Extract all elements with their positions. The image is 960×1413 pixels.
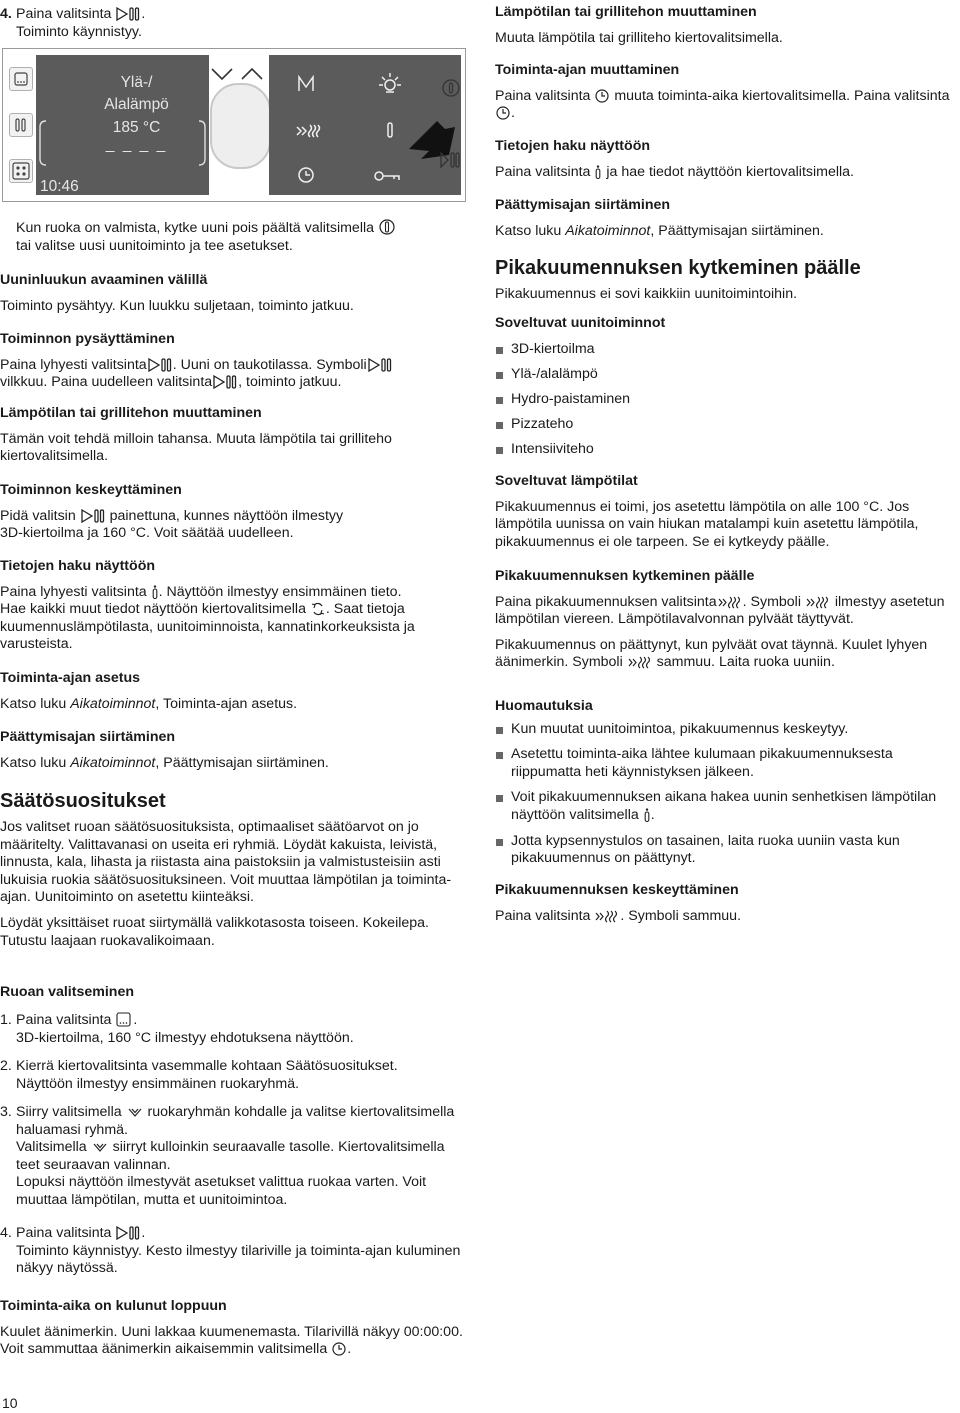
text: ilmestyy asetetun lämpötilan viereen. Lämpötilavalvonnan pylväät täyttyvät. xyxy=(495,593,945,628)
text: 3D-kiertoilma, 160 °C ilmestyy ehdotuksena näyttöön. xyxy=(16,1029,354,1046)
text: siirryt kulloinkin seuraavalle tasolle. Kiertovalitsimella teet seuraavan valinnan. xyxy=(16,1139,445,1173)
text: . Symboli xyxy=(742,593,801,610)
section-notes xyxy=(495,698,957,868)
text: Siirry valitsimella xyxy=(16,1104,122,1120)
text: Paina valitsinta xyxy=(16,1012,112,1028)
text: . Uuni on taukotilassa. Symboli xyxy=(172,356,367,373)
section-temps xyxy=(495,473,957,551)
text: Pikakuumennus on päättynyt, kun pylväät ovat täynnä. Kuulet lyhyen äänimerkin. Symboli xyxy=(495,636,928,671)
info-icon xyxy=(595,165,601,179)
list-item: Jotta kypsennystulos on tasainen, laita ruoka uuniin vasta kun pikakuumennus on päättynyt. xyxy=(495,833,957,868)
chapter-ref: Aikatoiminnot xyxy=(70,754,156,771)
section-endtime xyxy=(495,197,957,240)
paragraph: Jos valitset ruoan säätösuosituksista, optimaaliset säätöarvot on jo määritelty. Valittavanasi on useita eri ryhmiä. Löydät kakuista, leivistä, linnusta, kala, lihasta ja riistasta aina paistoksiin ja valmistusteisiin asti lukuisia ruokia säätösuosituksineen. Voit muuttaa lämpötilan ja toiminta-ajan. Uunitoiminto on asetettu kiinteäksi. xyxy=(0,819,452,906)
display-temp-bars: _ _ _ _ xyxy=(105,136,168,153)
section-fast-preheat xyxy=(495,256,957,304)
section-door xyxy=(0,272,465,315)
text: tai valitse uusi uunitoiminto ja tee asetukset. xyxy=(16,237,293,254)
oven-control-panel xyxy=(2,48,466,202)
rotate-icon xyxy=(311,602,325,616)
section-done xyxy=(0,1298,465,1359)
info-icon xyxy=(152,585,158,599)
rotary-selector[interactable] xyxy=(210,83,271,169)
timer-icon xyxy=(332,1342,346,1356)
text: Katso luku xyxy=(495,222,566,239)
text: Paina pikakuumennuksen valitsinta xyxy=(495,593,717,610)
text: , Päättymisajan siirtäminen. xyxy=(155,754,329,771)
section-cancel xyxy=(0,482,465,543)
step-3 xyxy=(0,1104,465,1210)
section-text: Toiminto pysähtyy. Kun luukku suljetaan, toiminto jatkuu. xyxy=(0,297,354,314)
text: ruokaryhmän kohdalle ja valitse kiertovalitsimella haluamasi ryhmä. xyxy=(16,1104,455,1138)
text: Näyttöön ilmestyy ensimmäinen ruokaryhmä. xyxy=(16,1075,300,1092)
fast-preheat-icon xyxy=(297,125,320,137)
function-buttons-area xyxy=(269,55,461,195)
section-info xyxy=(0,558,465,654)
info-icon xyxy=(388,123,392,137)
fork-knife-icon xyxy=(10,114,32,136)
section-endtime xyxy=(0,729,465,772)
text: . Saat tietoja kuumennuslämpötilasta, uunitoiminnoista, kannatinkorkeuksista ja varusteista. xyxy=(0,601,415,653)
menu-icon xyxy=(116,1012,132,1027)
section-title: Soveltuvat lämpötilat xyxy=(495,473,638,489)
text: . xyxy=(511,105,515,122)
after-panel-text xyxy=(0,219,465,255)
text: Katso luku xyxy=(0,695,71,712)
step-4 xyxy=(0,1225,465,1278)
step-number: 4. xyxy=(0,1225,12,1241)
intro-step-4 xyxy=(0,6,465,41)
lamp-icon xyxy=(385,80,395,90)
section-title: Huomautuksia xyxy=(495,698,593,714)
page-number: 10 xyxy=(2,1395,18,1411)
section-duration-change xyxy=(495,62,957,123)
text: Paina valitsinta xyxy=(16,1225,112,1241)
text: , Päättymisajan siirtäminen. xyxy=(650,222,824,239)
section-title: Pikakuumennuksen kytkeminen päälle xyxy=(495,568,755,584)
text: Voit pikakuumennuksen aikana hakea uunin senhetkisen lämpötilan näyttöön valitsimella xyxy=(511,789,937,823)
text: Pidä valitsin xyxy=(0,507,76,524)
start-stop-icon xyxy=(213,375,237,389)
section-text: Pikakuumennus ei toimi, jos asetettu lämpötila on alle 100 °C. Jos lämpötila uunissa on vain hiukan matalampi kuin asetettu lämpötila, pikakuumennus ei ole tarpeen. Se ei kytkeydy päälle. xyxy=(495,498,919,550)
list-item: 3D-kiertoilma xyxy=(495,341,957,359)
key-icon xyxy=(375,172,383,180)
step-text: Paina valitsinta xyxy=(16,6,112,22)
section-temp-change xyxy=(495,4,957,47)
menu-button[interactable] xyxy=(9,67,33,91)
chapter-ref: Aikatoiminnot xyxy=(70,695,156,712)
list-item: Kun muutat uunitoimintoa, pikakuumennus keskeytyy. xyxy=(495,721,957,739)
section-fast-on xyxy=(495,568,957,672)
text: Valitsimella xyxy=(16,1139,87,1156)
chevron-down-icon xyxy=(92,1142,108,1154)
section-temp-change xyxy=(0,405,465,466)
text: Kuulet äänimerkin. Uuni lakkaa kuumenemasta. Tilarivillä näkyy 00:00:00. Voit sammuttaa äänimerkin aikaisemmin valitsimella xyxy=(0,1323,463,1358)
display-temperature: 185 °C xyxy=(112,119,161,136)
section-title: Lämpötilan tai grillitehon muuttaminen xyxy=(0,405,262,421)
text: Lopuksi näyttöön ilmestyvät asetukset valittua ruokaa varten. Voit muuttaa lämpötilan, mutta et uunitoimintoa. xyxy=(16,1174,427,1208)
recipe-grid-icon xyxy=(10,160,32,182)
text: Katso luku xyxy=(0,754,71,771)
list-item: Intensiiviteho xyxy=(495,441,957,459)
fast-preheat-icon xyxy=(628,656,652,669)
display-function-line1: Ylä-/ xyxy=(120,74,153,91)
text: vilkkuu. Paina uudelleen valitsinta xyxy=(0,374,213,391)
section-title: Pikakuumennuksen keskeyttäminen xyxy=(495,882,739,898)
text: 3D-kiertoilma ja 160 °C. Voit säätää uudelleen. xyxy=(0,525,294,542)
section-info xyxy=(495,138,957,181)
text: , Toiminta-ajan asetus. xyxy=(155,695,298,712)
text: Kun ruoka on valmista, kytke uuni pois päältä valitsimella xyxy=(16,220,375,236)
start-stop-button[interactable] xyxy=(440,151,462,169)
step-number: 4. xyxy=(0,6,12,22)
text: , toiminto jatkuu. xyxy=(238,374,342,391)
section-title: Lämpötilan tai grillitehon muuttaminen xyxy=(495,4,757,20)
text: ja hae tiedot näyttöön kiertovalitsimella. xyxy=(606,163,854,180)
section-title: Toiminnon pysäyttäminen xyxy=(0,331,175,347)
step-result: Toiminto käynnistyy. xyxy=(16,23,142,40)
text: . Näyttöön ilmestyy ensimmäinen tieto. xyxy=(158,583,402,600)
text: . xyxy=(347,1341,352,1358)
section-title: Soveltuvat uunitoiminnot xyxy=(495,315,666,331)
fast-preheat-icon xyxy=(718,596,742,609)
section-title: Tietojen haku näyttöön xyxy=(0,558,156,574)
section-title: Tietojen haku näyttöön xyxy=(495,138,651,154)
section-text: Pikakuumennus ei sovi kaikkiin uunitoimintoihin. xyxy=(495,286,798,302)
text: Paina valitsinta xyxy=(495,907,591,924)
section-recommendations xyxy=(0,789,465,950)
text: . Symboli sammuu. xyxy=(620,907,742,924)
start-stop-icon xyxy=(116,1226,140,1240)
section-title: Pikakuumennuksen kytkeminen päälle xyxy=(495,257,861,279)
section-title: Päättymisajan siirtäminen xyxy=(495,197,671,213)
section-title: Uuninluukun avaaminen välillä xyxy=(0,272,208,288)
start-stop-icon xyxy=(148,358,172,372)
text: sammuu. Laita ruoka uuniin. xyxy=(656,654,835,671)
section-title: Toiminta-ajan muuttaminen xyxy=(495,62,680,78)
section-title: Päättymisajan siirtäminen xyxy=(0,729,176,745)
section-text: Tämän voit tehdä milloin tahansa. Muuta lämpötila tai grilliteho kiertovalitsimella. xyxy=(0,430,392,465)
list-item: Asetettu toiminta-aika lähtee kulumaan pikakuumennuksesta riippumatta heti käynnistyksen jälkeen. xyxy=(495,746,957,781)
start-stop-icon xyxy=(368,358,392,372)
step-number: 3. xyxy=(0,1104,12,1120)
text: painettuna, kunnes näyttöön ilmestyy xyxy=(109,507,344,524)
section-title: Toiminta-aika on kulunut loppuun xyxy=(0,1298,227,1314)
punct: . xyxy=(141,6,146,22)
step-number: 1. xyxy=(0,1012,12,1028)
text: muuta toiminta-aika kiertovalitsimella. Paina valitsinta xyxy=(614,87,950,104)
timer-icon xyxy=(496,106,510,120)
section-title: Toiminta-ajan asetus xyxy=(0,670,141,686)
text: . xyxy=(141,1225,146,1241)
start-stop-icon xyxy=(116,7,140,21)
display-function-line2: Alalämpö xyxy=(104,96,169,113)
section-title: Ruoan valitseminen xyxy=(0,984,135,1000)
recipe-button[interactable] xyxy=(9,159,33,183)
chapter-ref: Aikatoiminnot xyxy=(565,222,651,239)
list-item: Pizzateho xyxy=(495,416,957,434)
start-stop-icon xyxy=(81,509,105,523)
text: Kierrä kiertovalitsinta vasemmalle kohtaan Säätösuositukset. xyxy=(16,1058,398,1074)
oven-mode-icon xyxy=(299,77,313,91)
section-food-select xyxy=(0,984,465,1002)
fast-preheat-icon xyxy=(595,910,619,923)
section-title: Toiminnon keskeyttäminen xyxy=(0,482,182,498)
list-item: Hydro-paistaminen xyxy=(495,391,957,409)
step-number: 2. xyxy=(0,1058,12,1074)
accessory-button[interactable] xyxy=(9,113,33,137)
info-icon xyxy=(644,808,650,822)
timer-icon xyxy=(595,89,609,103)
text: . xyxy=(650,806,655,823)
step-1 xyxy=(0,1012,465,1047)
text: Paina lyhyesti valitsinta xyxy=(0,583,147,600)
chevron-down-icon xyxy=(127,1107,143,1119)
section-text: Muuta lämpötila tai grilliteho kiertovalitsimella. xyxy=(495,29,783,46)
text: Paina lyhyesti valitsinta xyxy=(0,356,147,373)
menu-icon xyxy=(10,68,32,90)
step-2 xyxy=(0,1058,465,1093)
text: Paina valitsinta xyxy=(495,87,591,104)
section-title: Säätösuositukset xyxy=(0,790,166,812)
function-icons xyxy=(269,55,461,195)
text: Paina valitsinta xyxy=(495,163,591,180)
text: Toiminto käynnistyy. Kesto ilmestyy tilariville ja toiminta-ajan kuluminen näkyy näytössä. xyxy=(16,1242,461,1277)
section-duration xyxy=(0,670,465,713)
paragraph: Löydät yksittäiset ruoat siirtymällä valikkotasosta toiseen. Kokeilepa. Tutustu laajaan ruokavalikoimaan. xyxy=(0,914,429,949)
section-fast-stop xyxy=(495,882,957,925)
display-clock: 10:46 xyxy=(40,178,79,195)
power-icon[interactable] xyxy=(440,77,462,99)
text: Hae kaikki muut tiedot näyttöön kiertovalitsimella xyxy=(0,601,306,618)
section-pause xyxy=(0,331,465,392)
list-item xyxy=(495,789,957,824)
fast-preheat-icon xyxy=(806,596,830,609)
power-icon xyxy=(379,219,395,235)
section-modes xyxy=(495,315,957,459)
list-item: Ylä-/alalämpö xyxy=(495,366,957,384)
oven-display xyxy=(36,55,209,195)
text: . xyxy=(133,1012,138,1028)
